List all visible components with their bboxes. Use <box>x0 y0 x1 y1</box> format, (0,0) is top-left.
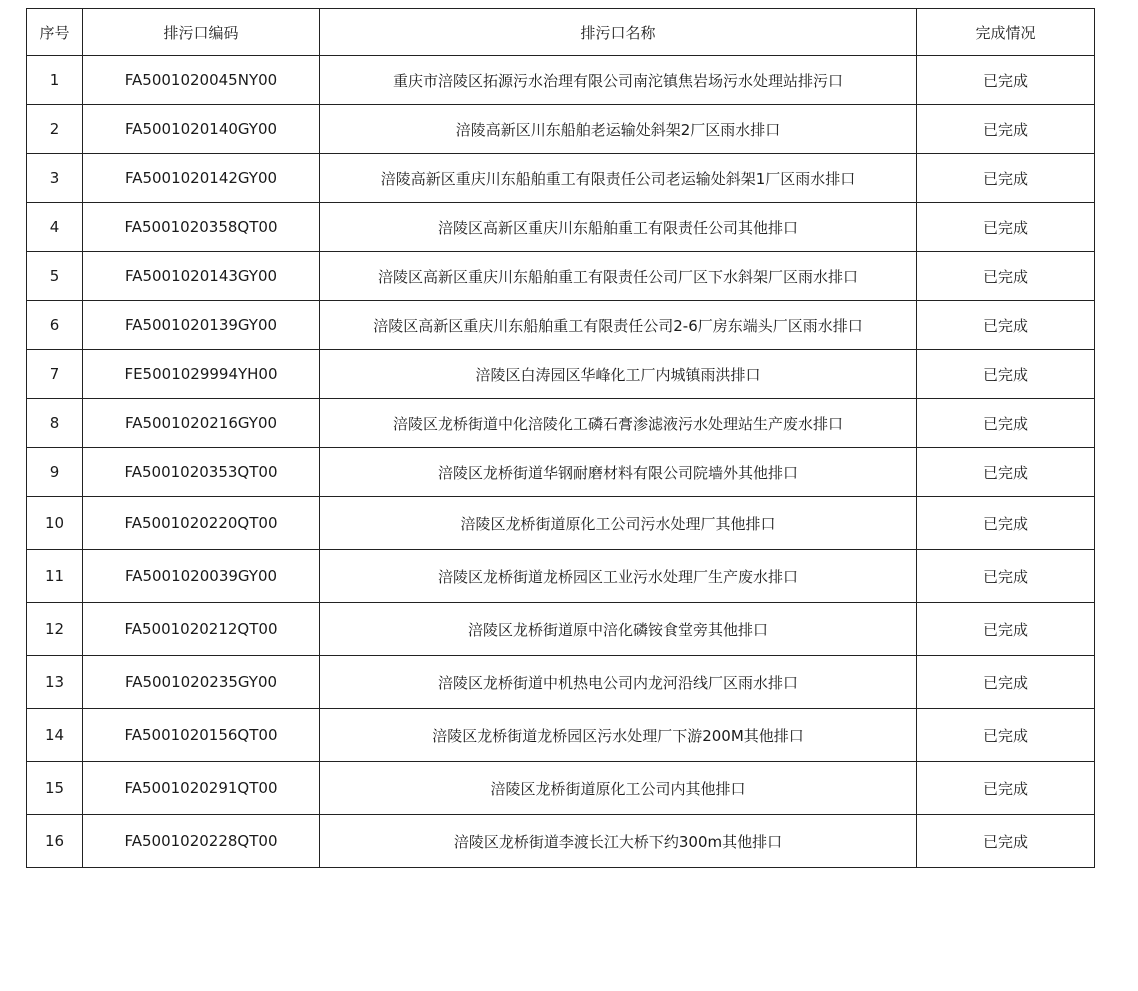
cell-status: 已完成 <box>917 656 1095 709</box>
table-row <box>27 105 1095 154</box>
cell-status: 已完成 <box>917 815 1095 868</box>
cell-name: 涪陵区龙桥街道李渡长江大桥下约300m其他排口 <box>320 815 917 868</box>
cell-seq: 9 <box>27 448 83 497</box>
cell-seq: 14 <box>27 709 83 762</box>
table-row <box>27 550 1095 603</box>
cell-code: FA5001020291QT00 <box>83 762 320 815</box>
cell-code: FA5001020143GY00 <box>83 252 320 301</box>
cell-status: 已完成 <box>917 203 1095 252</box>
cell-seq: 10 <box>27 497 83 550</box>
cell-status: 已完成 <box>917 497 1095 550</box>
cell-code: FA5001020039GY00 <box>83 550 320 603</box>
cell-name: 重庆市涪陵区拓源污水治理有限公司南沱镇焦岩场污水处理站排污口 <box>320 56 917 105</box>
cell-seq: 3 <box>27 154 83 203</box>
cell-name: 涪陵区龙桥街道原中涪化磷铵食堂旁其他排口 <box>320 603 917 656</box>
table-row <box>27 154 1095 203</box>
cell-seq: 12 <box>27 603 83 656</box>
cell-name: 涪陵区龙桥街道中机热电公司内龙河沿线厂区雨水排口 <box>320 656 917 709</box>
table-row <box>27 252 1095 301</box>
table-row <box>27 399 1095 448</box>
header-status: 完成情况 <box>917 9 1095 56</box>
cell-seq: 11 <box>27 550 83 603</box>
cell-code: FA5001020353QT00 <box>83 448 320 497</box>
cell-status: 已完成 <box>917 301 1095 350</box>
header-name: 排污口名称 <box>320 9 917 56</box>
cell-code: FA5001020358QT00 <box>83 203 320 252</box>
table-row <box>27 656 1095 709</box>
table-row <box>27 709 1095 762</box>
cell-status: 已完成 <box>917 603 1095 656</box>
cell-seq: 6 <box>27 301 83 350</box>
cell-status: 已完成 <box>917 709 1095 762</box>
table-row <box>27 56 1095 105</box>
cell-code: FA5001020216GY00 <box>83 399 320 448</box>
cell-seq: 4 <box>27 203 83 252</box>
cell-seq: 13 <box>27 656 83 709</box>
table-row <box>27 350 1095 399</box>
cell-name: 涪陵区龙桥街道华钢耐磨材料有限公司院墙外其他排口 <box>320 448 917 497</box>
header-seq: 序号 <box>27 9 83 56</box>
cell-status: 已完成 <box>917 105 1095 154</box>
cell-code: FA5001020142GY00 <box>83 154 320 203</box>
table-row <box>27 762 1095 815</box>
outfall-table <box>26 8 1095 868</box>
cell-status: 已完成 <box>917 56 1095 105</box>
header-code: 排污口编码 <box>83 9 320 56</box>
table-row <box>27 203 1095 252</box>
cell-status: 已完成 <box>917 399 1095 448</box>
cell-status: 已完成 <box>917 350 1095 399</box>
table-row <box>27 448 1095 497</box>
cell-name: 涪陵区龙桥街道原化工公司污水处理厂其他排口 <box>320 497 917 550</box>
cell-status: 已完成 <box>917 154 1095 203</box>
cell-name: 涪陵高新区川东船舶老运输处斜架2厂区雨水排口 <box>320 105 917 154</box>
cell-status: 已完成 <box>917 762 1095 815</box>
cell-name: 涪陵区龙桥街道龙桥园区工业污水处理厂生产废水排口 <box>320 550 917 603</box>
cell-seq: 2 <box>27 105 83 154</box>
cell-code: FE5001029994YH00 <box>83 350 320 399</box>
cell-name: 涪陵区高新区重庆川东船舶重工有限责任公司其他排口 <box>320 203 917 252</box>
cell-name: 涪陵区龙桥街道中化涪陵化工磷石膏渗滤液污水处理站生产废水排口 <box>320 399 917 448</box>
table-row <box>27 301 1095 350</box>
cell-seq: 16 <box>27 815 83 868</box>
outfall-table-container <box>26 8 1095 868</box>
cell-code: FA5001020156QT00 <box>83 709 320 762</box>
cell-name: 涪陵区高新区重庆川东船舶重工有限责任公司厂区下水斜架厂区雨水排口 <box>320 252 917 301</box>
table-row <box>27 497 1095 550</box>
cell-seq: 7 <box>27 350 83 399</box>
cell-name: 涪陵区白涛园区华峰化工厂内城镇雨洪排口 <box>320 350 917 399</box>
cell-code: FA5001020045NY00 <box>83 56 320 105</box>
cell-code: FA5001020228QT00 <box>83 815 320 868</box>
cell-status: 已完成 <box>917 448 1095 497</box>
cell-code: FA5001020212QT00 <box>83 603 320 656</box>
table-header-row <box>27 9 1095 56</box>
cell-seq: 1 <box>27 56 83 105</box>
cell-code: FA5001020235GY00 <box>83 656 320 709</box>
cell-name: 涪陵区龙桥街道原化工公司内其他排口 <box>320 762 917 815</box>
cell-seq: 15 <box>27 762 83 815</box>
cell-seq: 5 <box>27 252 83 301</box>
cell-seq: 8 <box>27 399 83 448</box>
cell-code: FA5001020220QT00 <box>83 497 320 550</box>
cell-status: 已完成 <box>917 550 1095 603</box>
cell-name: 涪陵区龙桥街道龙桥园区污水处理厂下游200M其他排口 <box>320 709 917 762</box>
table-row <box>27 815 1095 868</box>
cell-code: FA5001020140GY00 <box>83 105 320 154</box>
cell-code: FA5001020139GY00 <box>83 301 320 350</box>
cell-name: 涪陵高新区重庆川东船舶重工有限责任公司老运输处斜架1厂区雨水排口 <box>320 154 917 203</box>
cell-name: 涪陵区高新区重庆川东船舶重工有限责任公司2-6厂房东端头厂区雨水排口 <box>320 301 917 350</box>
cell-status: 已完成 <box>917 252 1095 301</box>
table-row <box>27 603 1095 656</box>
